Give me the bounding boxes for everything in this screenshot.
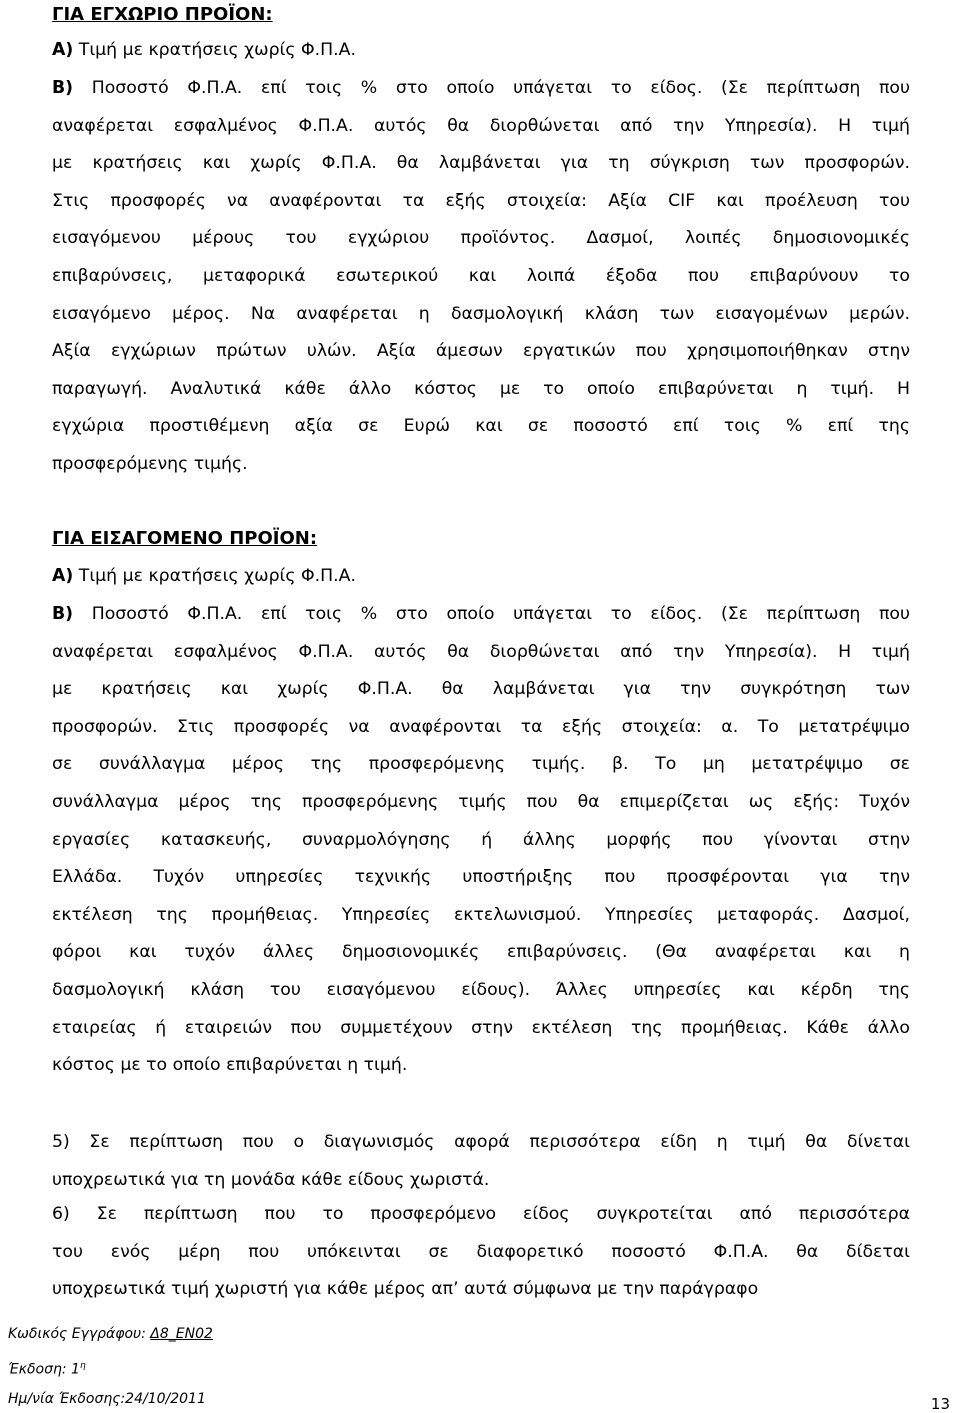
item-5-paragraph [52, 1124, 910, 1199]
line-text: εισαγόμενο μέρος. Να αναφέρεται η δασμολογική κλάση των εισαγομένων μερών. [52, 303, 910, 324]
text-line [52, 1234, 910, 1272]
doc-code-label: Κωδικός Εγγράφου: [8, 1326, 151, 1342]
line-text: υποχρεωτικά τιμή χωριστή για κάθε μέρος απ’ αυτά σύμφωνα με την παράγραφο [52, 1279, 759, 1300]
text-line [52, 446, 910, 484]
text-line [52, 183, 910, 221]
item-a-text: Τιμή με κρατήσεις χωρίς Φ.Π.Α. [78, 40, 356, 60]
edition-label: Έκδοση: 1 [8, 1361, 80, 1378]
text-line [52, 671, 910, 709]
page-number: 13 [930, 1395, 950, 1413]
line-text: 6) Σε περίπτωση που το προσφερόμενο είδος συγκροτείται από περισσότερα [52, 1204, 910, 1224]
line-text: επιβαρύνσεις, μεταφορικά εσωτερικού και λοιπά έξοδα που επιβαρύνουν το [52, 265, 910, 286]
item-b-label: Β) [52, 78, 74, 98]
line-text: φόροι και τυχόν άλλες δημοσιονομικές επιβαρύνσεις. (Θα αναφέρεται και η [52, 942, 910, 963]
line-text: Ελλάδα. Τυχόν υπηρεσίες τεχνικής υποστήριξης που προσφέρονται για την [52, 867, 910, 888]
line-text: αναφέρεται εσφαλμένος Φ.Π.Α. αυτός θα διορθώνεται από την Υπηρεσία). Η τιμή [52, 115, 910, 136]
text-line [52, 859, 910, 897]
line-text: εισαγόμενου μέρους του εγχώριου προϊόντος. Δασμοί, λοιπές δημοσιονομικές [52, 228, 910, 249]
text-line [52, 784, 910, 822]
line-text: δασμολογική κλάση του εισαγόμενου είδους). Άλλες υπηρεσίες και κέρδη της [52, 979, 910, 1000]
line-text: του ενός μέρη που υπόκεινται σε διαφορετικό ποσοστό Φ.Π.Α. θα δίδεται [52, 1241, 910, 1262]
text-line [52, 220, 910, 258]
text-line [52, 1271, 910, 1309]
line-text: Ποσοστό Φ.Π.Α. επί τοις % στο οποίο υπάγεται το είδος. (Σε περίπτωση που [91, 604, 910, 624]
domestic-item-a [52, 32, 910, 70]
line-text: συνάλλαγμα μέρος της προσφερόμενης τιμής που θα επιμερίζεται ως εξής: Τυχόν [52, 791, 910, 812]
text-line [52, 1162, 910, 1200]
line-text: Στις προσφορές να αναφέρονται τα εξής στοιχεία: Αξία CIF και προέλευση του [52, 190, 910, 211]
text-line [52, 1047, 910, 1085]
text-line [52, 1124, 910, 1162]
text-line [52, 296, 910, 334]
item-a-label: Α) [52, 40, 74, 60]
text-line [52, 258, 910, 296]
line-text: εγχώρια προστιθέμενη αξία σε Ευρώ και σε ποσοστό επί τοις % επί της [52, 416, 910, 437]
item-6-paragraph [52, 1196, 910, 1309]
line-text: με κρατήσεις και χωρίς Φ.Π.Α. θα λαμβάνεται για τη σύγκριση των προσφορών. [52, 153, 910, 174]
text-line [52, 746, 910, 784]
domestic-item-b [52, 70, 910, 484]
text-line [52, 709, 910, 747]
footer-edition-date: Ημ/νία Έκδοσης:24/10/2011 [8, 1391, 206, 1407]
imported-item-a [52, 558, 910, 596]
text-line [52, 108, 910, 146]
text-line [52, 1196, 910, 1234]
section-heading-imported: ΓΙΑ ΕΙΣΑΓΟΜΕΝΟ ΠΡΟΪΟΝ: [52, 528, 318, 549]
footer-edition [8, 1361, 86, 1378]
item-a-label: Α) [52, 566, 74, 586]
text-line [52, 145, 910, 183]
text-line [52, 972, 910, 1010]
line-text: σε συνάλλαγμα μέρος της προσφερόμενης τιμής. β. Το μη μετατρέψιμο σε [52, 754, 910, 775]
text-line [52, 897, 910, 935]
text-line [52, 333, 910, 371]
text-line [52, 371, 910, 409]
text-line [52, 1010, 910, 1048]
line-text: υποχρεωτικά για τη μονάδα κάθε είδους χωριστά. [52, 1169, 490, 1190]
line-text: Αξία εγχώριων πρώτων υλών. Αξία άμεσων εργατικών που χρησιμοποιήθηκαν στην [52, 341, 910, 362]
text-line [52, 822, 910, 860]
line-text: εργασίες κατασκευής, συναρμολόγησης ή άλλης μορφής που γίνονται στην [52, 829, 910, 850]
text-line [52, 634, 910, 672]
item-b-label: Β) [52, 604, 74, 624]
line-text: με κρατήσεις και χωρίς Φ.Π.Α. θα λαμβάνεται για την συγκρότηση των [52, 679, 910, 700]
text-line [52, 596, 910, 634]
item-a-text: Τιμή με κρατήσεις χωρίς Φ.Π.Α. [78, 566, 356, 586]
section-heading-domestic: ΓΙΑ ΕΓΧΩΡΙΟ ΠΡΟΪΟΝ: [52, 4, 273, 25]
line-text: κόστος με το οποίο επιβαρύνεται η τιμή. [52, 1055, 408, 1076]
line-text: αναφέρεται εσφαλμένος Φ.Π.Α. αυτός θα διορθώνεται από την Υπηρεσία). Η τιμή [52, 641, 910, 662]
text-line [52, 70, 910, 108]
line-text: προσφορών. Στις προσφορές να αναφέρονται τα εξής στοιχεία: α. Το μετατρέψιμο [52, 716, 910, 737]
line-text: προσφερόμενης τιμής. [52, 453, 248, 474]
imported-item-b [52, 596, 910, 1085]
footer-doc-code [8, 1326, 213, 1342]
line-text: 5) Σε περίπτωση που ο διαγωνισμός αφορά περισσότερα είδη η τιμή θα δίνεται [52, 1132, 910, 1152]
line-text: παραγωγή. Αναλυτικά κάθε άλλο κόστος με το οποίο επιβαρύνεται η τιμή. Η [52, 378, 910, 399]
doc-code-value: Δ8_ΕΝ02 [150, 1326, 213, 1342]
line-text: Ποσοστό Φ.Π.Α. επί τοις % στο οποίο υπάγεται το είδος. (Σε περίπτωση που [91, 78, 910, 98]
text-line [52, 934, 910, 972]
text-line [52, 408, 910, 446]
line-text: εκτέλεση της προμήθειας. Υπηρεσίες εκτελωνισμού. Υπηρεσίες μεταφοράς. Δασμοί, [52, 904, 910, 925]
line-text: εταιρείας ή εταιρειών που συμμετέχουν στην εκτέλεση της προμήθειας. Κάθε άλλο [52, 1017, 910, 1038]
edition-superscript: η [79, 1361, 86, 1371]
